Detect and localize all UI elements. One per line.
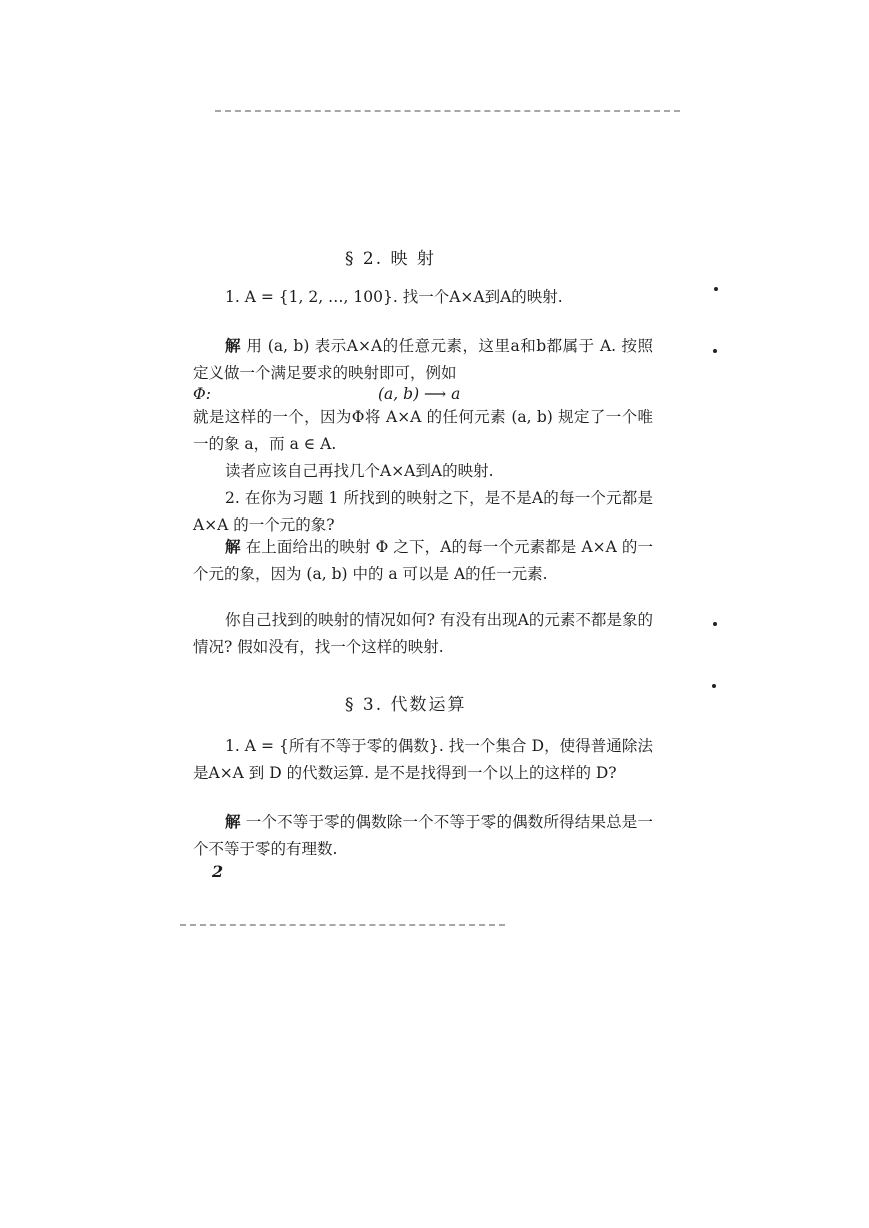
s2-exercise-2-question: 2. 在你为习题 1 所找到的映射之下，是不是A的每一个元都是 A×A 的一个元的象? bbox=[193, 489, 653, 534]
s2-exercise-1-solution-cont: 就是这样的一个，因为Φ将 A×A 的任何元素 (a, b) 规定了一个唯一的象 a，而 a ∈ A. bbox=[193, 408, 653, 453]
mapping-formula: (a, b) ⟶ a bbox=[378, 385, 461, 403]
solution-text: 在上面给出的映射 Φ 之下，A的每一个元素都是 A×A 的一个元的象，因为 (a, b) 中的 a 可以是 A的任一元素. bbox=[193, 538, 653, 583]
solution-text: 一个不等于零的偶数除一个不等于零的偶数所得结果总是一个不等于零的有理数. bbox=[193, 813, 653, 858]
scan-speck bbox=[713, 349, 717, 353]
solution-label: 解 bbox=[225, 537, 241, 556]
page-number: 2 bbox=[212, 862, 224, 881]
phi-label: Φ: bbox=[193, 385, 211, 403]
s2-exercise-1-question: 1. A = {1, 2, …, 100}. 找一个A×A到A的映射. bbox=[225, 288, 563, 306]
solution-label: 解 bbox=[225, 336, 241, 355]
s2-exercise-1-solution bbox=[193, 332, 653, 387]
scan-speck bbox=[714, 287, 718, 291]
s2-exercise-2-note: 你自己找到的映射的情况如何? 有没有出现A的元素不都是象的情况? 假如没有，找一个这样的映射. bbox=[193, 611, 653, 656]
top-rule bbox=[215, 110, 680, 112]
s3-exercise-1-solution bbox=[193, 808, 653, 863]
bottom-rule bbox=[180, 924, 505, 926]
s2-exercise-2-solution bbox=[193, 533, 653, 588]
scan-speck bbox=[712, 684, 716, 688]
solution-text: 用 (a, b) 表示A×A的任意元素，这里a和b都属于 A. 按照定义做一个满足要求的映射即可，例如 bbox=[193, 337, 653, 382]
s3-exercise-1-question: 1. A = {所有不等于零的偶数}. 找一个集合 D，使得普通除法是A×A 到 D 的代数运算. 是不是找得到一个以上的这样的 D? bbox=[193, 737, 653, 782]
section-2-heading: § 2. 映 射 bbox=[345, 249, 436, 269]
scan-speck bbox=[713, 622, 717, 626]
solution-label: 解 bbox=[225, 812, 241, 831]
section-3-heading: § 3. 代数运算 bbox=[345, 695, 467, 715]
s2-exercise-1-note: 读者应该自己再找几个A×A到A的映射. bbox=[225, 462, 494, 480]
